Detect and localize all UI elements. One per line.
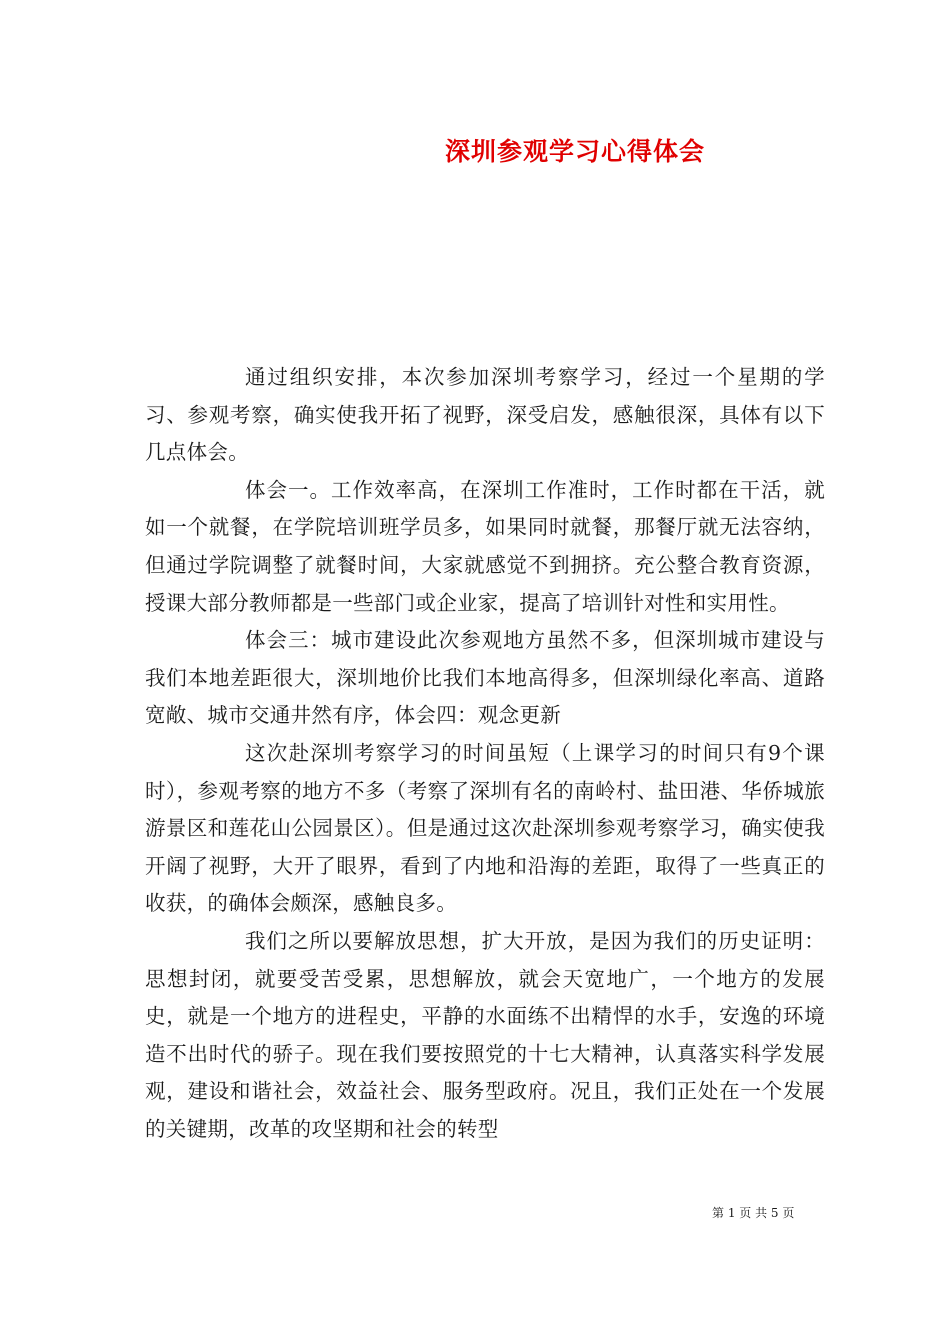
paragraph-insight-three: 体会三：城市建设此次参观地方虽然不多，但深圳城市建设与我们本地差距很大，深圳地价比我们本地高得多，但深圳绿化率高、道路宽敞、城市交通井然有序，体会四：观念更新 — [145, 628, 825, 728]
document-body — [145, 359, 825, 1148]
paragraph-insight-one: 体会一。工作效率高，在深圳工作准时，工作时都在干活，就如一个就餐，在学院培训班学员多，如果同时就餐，那餐厅就无法容纳，但通过学院调整了就餐时间，大家就感觉不到拥挤。充公整合教育资源，授课大部分教师都是一些部门或企业家，提高了培训针对性和实用性。 — [145, 477, 825, 615]
paragraph-intro: 通过组织安排，本次参加深圳考察学习，经过一个星期的学习、参观考察，确实使我开拓了视野，深受启发，感触很深，具体有以下几点体会。 — [145, 365, 825, 465]
page-title: 深圳参观学习心得体会 — [444, 137, 705, 166]
page-number-footer: 第 1 页 共 5 页 — [712, 1206, 795, 1220]
paragraph-emancipate-mind: 我们之所以要解放思想，扩大开放，是因为我们的历史证明：思想封闭，就要受苦受累，思想解放，就会天宽地广，一个地方的发展史，就是一个地方的进程史，平静的水面练不出精悍的水手，安逸的环境造不出时代的骄子。现在我们要按照党的十七大精神，认真落实科学发展观，建设和谐社会，效益社会、服务型政府。况且，我们正处在一个发展的关键期，改革的攻坚期和社会的转型 — [145, 928, 825, 1141]
paragraph-study-trip: 这次赴深圳考察学习的时间虽短（上课学习的时间只有9个课时），参观考察的地方不多（考察了深圳有名的南岭村、盐田港、华侨城旅游景区和莲花山公园景区）。但是通过这次赴深圳参观考察学习，确实使我开阔了视野，大开了眼界，看到了内地和沿海的差距，取得了一些真正的收获，的确体会颇深，感触良多。 — [145, 740, 825, 916]
